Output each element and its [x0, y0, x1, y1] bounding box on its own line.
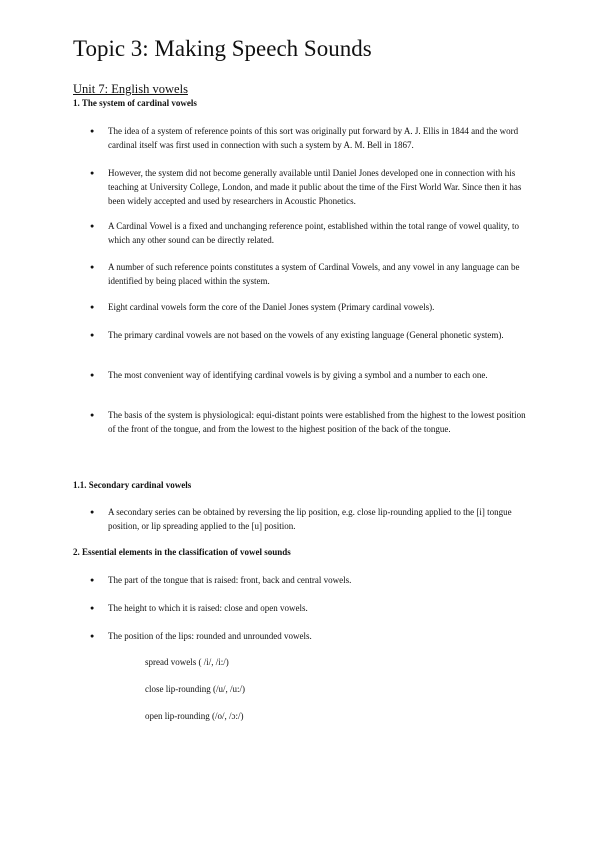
- list-item-text: The primary cardinal vowels are not based on the vowels of any existing language (General phonetic system).: [108, 330, 504, 340]
- list-item-text: Eight cardinal vowels form the core of the Daniel Jones system (Primary cardinal vowels).: [108, 302, 435, 312]
- bullet-icon: ●: [90, 411, 95, 419]
- bullet-icon: ●: [90, 222, 95, 230]
- bullet-icon: ●: [90, 371, 95, 379]
- example-spread-vowels: spread vowels ( /i/, /i:/): [145, 657, 229, 667]
- bullet-icon: ●: [90, 263, 95, 271]
- list-item-text: The most convenient way of identifying cardinal vowels is by giving a symbol and a number to each one.: [108, 370, 488, 380]
- list-item-text: A secondary series can be obtained by reversing the lip position, e.g. close lip-rounding applied to the [i] tongue position, or lip spreading applied to the [u] position.: [108, 507, 512, 531]
- bullet-icon: ●: [90, 508, 95, 516]
- list-item-text: The position of the lips: rounded and unrounded vowels.: [108, 631, 312, 641]
- list-item-text: However, the system did not become generally available until Daniel Jones developed one in connection with his teaching at University College, London, and made it public about the time of the First World War. Since then it has been widely accepted and used by researchers in Acoustic Phonetics.: [108, 168, 522, 206]
- example-open-lip-rounding: open lip-rounding (/o/, /ɔ:/): [145, 711, 244, 721]
- bullet-icon: ●: [90, 303, 95, 311]
- bullet-icon: ●: [90, 331, 95, 339]
- page-title: Topic 3: Making Speech Sounds: [73, 36, 372, 61]
- list-item-text: The idea of a system of reference points of this sort was originally put forward by A. J. Ellis in 1844 and the word cardinal itself was first used in connection with such a system by A. M. Bell in 1867.: [108, 126, 519, 150]
- section-heading-2: 2. Essential elements in the classification of vowel sounds: [73, 547, 291, 557]
- bullet-icon: ●: [90, 127, 95, 135]
- bullet-icon: ●: [90, 604, 95, 612]
- section-heading-1: 1. The system of cardinal vowels: [73, 98, 197, 108]
- bullet-icon: ●: [90, 169, 95, 177]
- list-item-text: The part of the tongue that is raised: front, back and central vowels.: [108, 575, 352, 585]
- list-item-text: The height to which it is raised: close and open vowels.: [108, 603, 308, 613]
- bullet-icon: ●: [90, 576, 95, 584]
- section-heading-1-1: 1.1. Secondary cardinal vowels: [73, 480, 192, 490]
- example-close-lip-rounding: close lip-rounding (/u/, /u:/): [145, 684, 245, 694]
- bullet-icon: ●: [90, 632, 95, 640]
- list-item-text: A Cardinal Vowel is a fixed and unchanging reference point, established within the total range of vowel quality, to which any other sound can be directly related.: [108, 221, 519, 245]
- unit-heading: Unit 7: English vowels: [73, 82, 188, 96]
- list-item-text: The basis of the system is physiological: equi-distant points were established from the highest to the lowest position of the front of the tongue, and from the lowest to the highest position of the back of the tongue.: [108, 410, 526, 434]
- list-item-text: A number of such reference points constitutes a system of Cardinal Vowels, and any vowel in any language can be identified by being placed within the system.: [108, 262, 520, 286]
